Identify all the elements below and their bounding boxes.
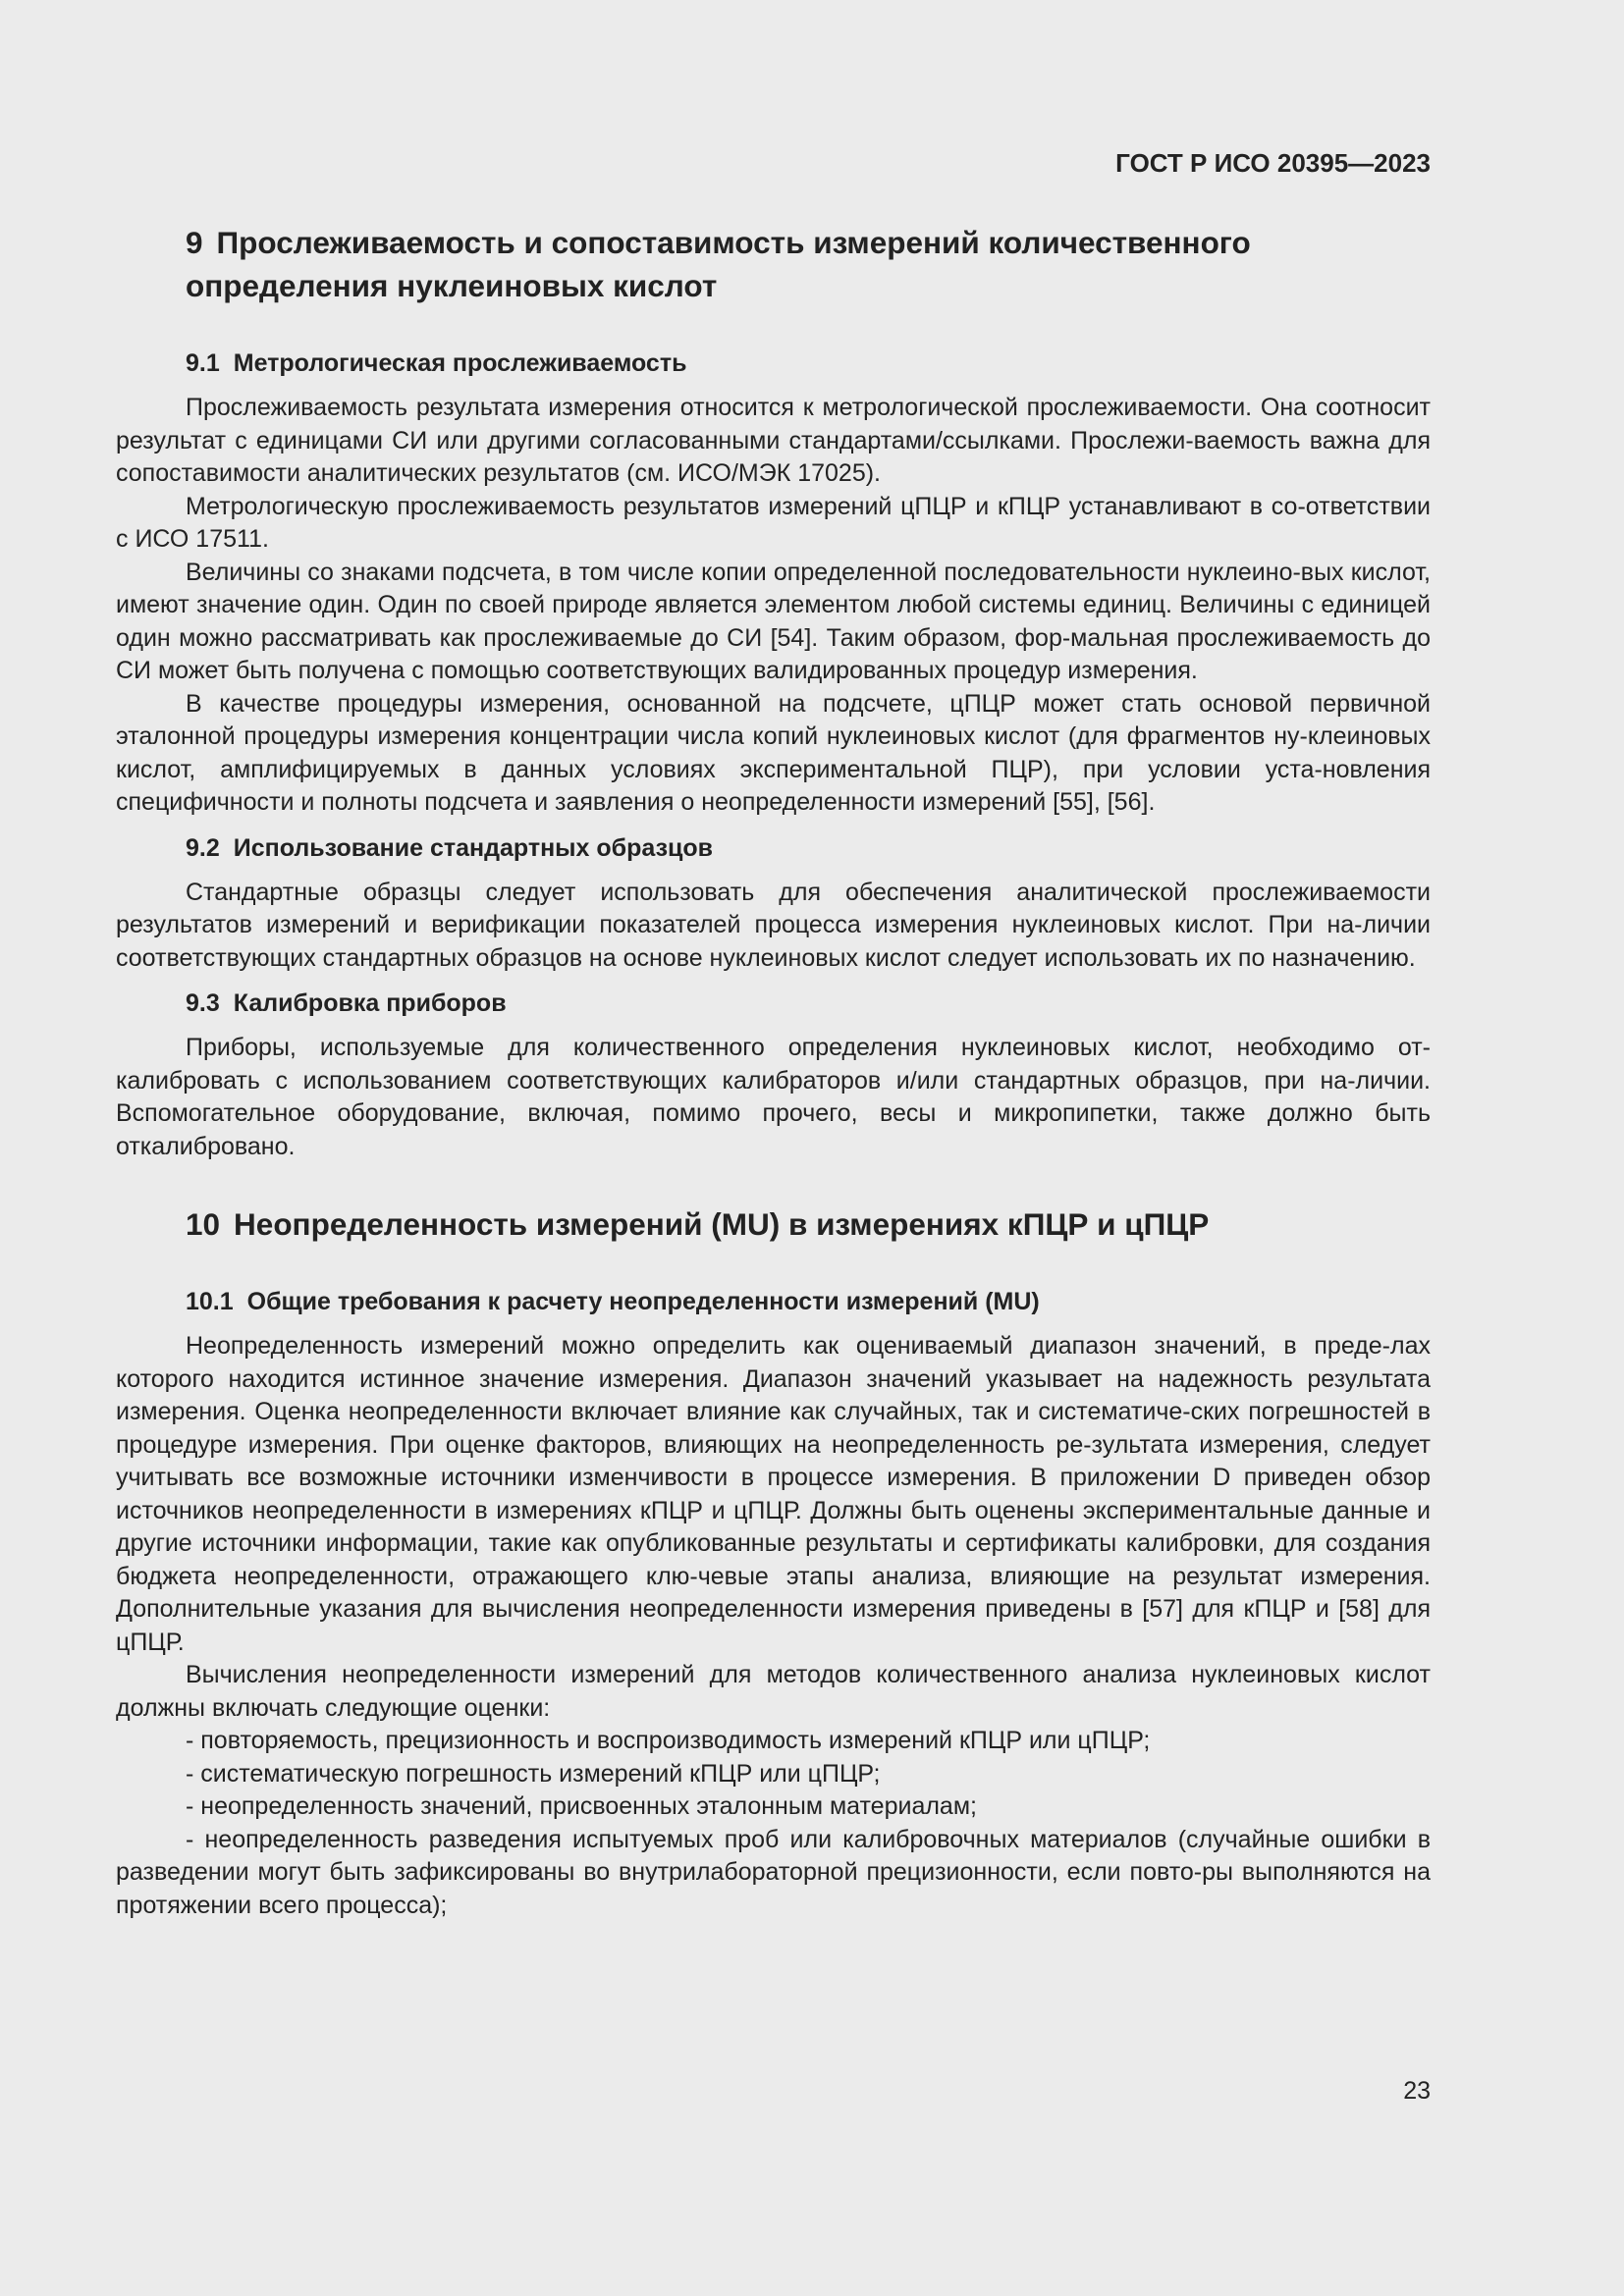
section-10-heading — [116, 1202, 1431, 1246]
paragraph: Величины со знаками подсчета, в том числе копии определенной последовательности нуклеино-вых кислот, имеют значение один. Один по своей природе является элементом любой системы единиц. Величины с единицей один можно рассматривать как прослеживаемые до СИ [54]. Таким образом, фор-мальная прослеживаемость до СИ может быть получена с помощью соответствующих валидированных процедур измерения. — [116, 558, 1431, 684]
list-item: - неопределенность значений, присвоенных эталонным материалам; — [186, 1792, 977, 1820]
uncertainty-estimates-list — [116, 1725, 1431, 1922]
section-10-number: 10 — [186, 1206, 221, 1242]
section-10-title: Неопределенность измерений (MU) в измерениях кПЦР и цПЦР — [234, 1206, 1210, 1242]
subsection-9-3-title: Калибровка приборов — [233, 989, 507, 1017]
list-item: - систематическую погрешность измерений кПЦР или цПЦР; — [186, 1759, 881, 1788]
section-9-title: Прослеживаемость и сопоставимость измерений количественного определения нуклеиновых кислот — [186, 225, 1251, 303]
subsection-9-2-number: 9.2 — [186, 833, 220, 862]
paragraph: Прослеживаемость результата измерения относится к метрологической прослеживаемости. Она соотносит результат с единицами СИ или другими согласованными стандартами/ссылками. Прослежи-ваемость важна для сопоставимости аналитических результатов (см. ИСО/МЭК 17025). — [116, 394, 1431, 487]
subsection-9-3-number: 9.3 — [186, 989, 220, 1017]
paragraph: Метрологическую прослеживаемость результатов измерений цПЦР и кПЦР устанавливают в со-ответствии с ИСО 17511. — [116, 492, 1431, 553]
subsection-10-1-title: Общие требования к расчету неопределенности измерений (MU) — [246, 1288, 1040, 1315]
page-content — [116, 221, 1431, 1922]
list-item: - неопределенность разведения испытуемых проб или калибровочных материалов (случайные ошибки в разведении могут быть зафиксированы во внутрилабораторной прецизионности, если повто-ры выполняются на протяжении всего процесса); — [116, 1825, 1431, 1919]
subsection-9-1-number: 9.1 — [186, 349, 220, 377]
paragraph: Стандартные образцы следует использовать для обеспечения аналитической прослеживаемости результатов измерений и верификации показателей процесса измерения нуклеиновых кислот. При на-личии соответствующих стандартных образцов на основе нуклеиновых кислот следует использовать их по назначению. — [116, 878, 1431, 972]
list-item: - повторяемость, прецизионность и воспроизводимость измерений кПЦР или цПЦР; — [186, 1727, 1151, 1754]
subsection-9-2-title: Использование стандартных образцов — [233, 833, 714, 862]
document-code-header: ГОСТ Р ИСО 20395—2023 — [1115, 148, 1431, 178]
paragraph: Неопределенность измерений можно определить как оцениваемый диапазон значений, в преде-лах которого находится истинное значение измерения. Диапазон значений указывает на надежность результата измерения. Оценка неопределенности включает влияние как случайных, так и систематиче-ских погрешностей в процедуре измерения. При оценке факторов, влияющих на неопределенность ре-зультата измерения, следует учитывать все возможные источники изменчивости в процессе измерения. В приложении D приведен обзор источников неопределенности в измерениях кПЦР и цПЦР. Должны быть оценены экспериментальные данные и другие источники информации, такие как опубликованные результаты и сертификаты калибровки, для создания бюджета неопределенности, отражающего клю-чевые этапы анализа, влияющие на результат измерения. Дополнительные указания для вычисления неопределенности измерения приведены в [57] для кПЦР и [58] для цПЦР. — [116, 1332, 1431, 1656]
subsection-9-1-title: Метрологическая прослеживаемость — [233, 349, 687, 377]
subsection-9-3-heading — [116, 987, 1431, 1020]
subsection-10-1-number: 10.1 — [186, 1288, 234, 1315]
section-9-number: 9 — [186, 225, 203, 260]
paragraph: В качестве процедуры измерения, основанной на подсчете, цПЦР может стать основой первичной эталонной процедуры измерения концентрации числа копий нуклеиновых кислот (для фрагментов ну-клеиновых кислот, амплифицируемых в данных условиях экспериментальной ПЦР), при условии уста-новления специфичности и полноты подсчета и заявления о неопределенности измерений [55], [56]. — [116, 689, 1431, 816]
subsection-9-1-heading — [116, 347, 1431, 380]
subsection-9-2-heading — [116, 831, 1431, 865]
subsection-10-1-heading — [116, 1285, 1431, 1318]
paragraph: Приборы, используемые для количественного определения нуклеиновых кислот, необходимо от-калибровать с использованием соответствующих калибраторов и/или стандартных образцов, при на-личии. Вспомогательное оборудование, включая, помимо прочего, весы и микропипетки, также должно быть откалибровано. — [116, 1034, 1431, 1160]
section-9-heading — [116, 221, 1431, 307]
page-number: 23 — [1403, 2077, 1431, 2105]
paragraph: Вычисления неопределенности измерений для методов количественного анализа нуклеиновых кислот должны включать следующие оценки: — [116, 1661, 1431, 1722]
